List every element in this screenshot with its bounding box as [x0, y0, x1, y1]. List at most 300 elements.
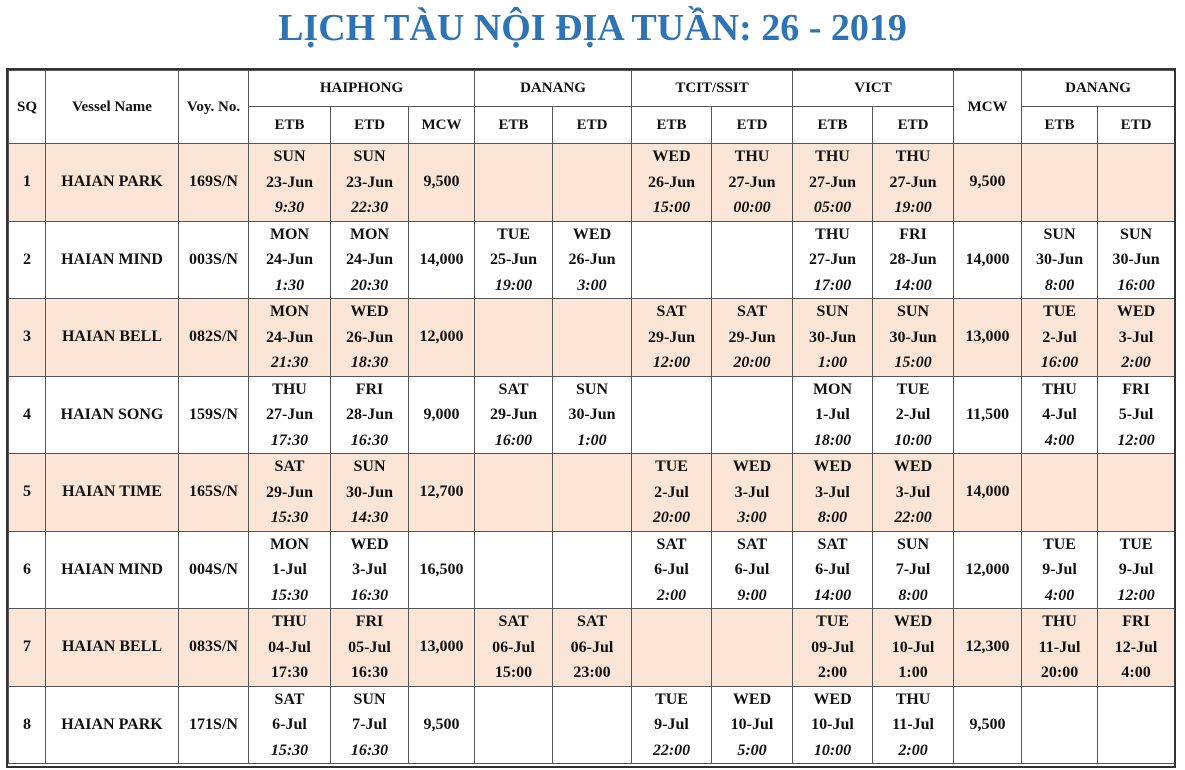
time: 16:00 — [1040, 354, 1079, 371]
voyage-no: 169S/N — [179, 144, 249, 222]
schedule-entry — [249, 222, 330, 299]
header-danang: DANANG — [475, 71, 632, 107]
time: 2:00 — [898, 741, 928, 759]
schedule-entry — [249, 299, 330, 376]
day-of-week: SUN — [353, 458, 386, 475]
voyage-no: 003S/N — [179, 221, 249, 299]
schedule-entry — [1022, 377, 1097, 454]
schedule-entry — [793, 299, 872, 376]
mcw-value: 14,000 — [954, 454, 1022, 532]
schedule-cell-dn-etb — [475, 221, 553, 299]
day-of-week: MON — [269, 303, 310, 320]
vessel-name: HAIAN BELL — [46, 609, 179, 687]
day-of-week: TUE — [1043, 303, 1076, 320]
schedule-entry — [793, 377, 872, 454]
schedule-cell-dn2-etd — [1098, 299, 1175, 377]
header-haiphong-etb: ETB — [249, 107, 331, 144]
time: 00:00 — [733, 199, 771, 216]
schedule-cell-hp-etd — [331, 376, 409, 454]
schedule-entry — [712, 687, 792, 764]
date: 26-Jun — [568, 251, 616, 268]
schedule-cell-tcit-etd — [712, 609, 793, 687]
day-of-week: WED — [1116, 303, 1156, 320]
time: 22:30 — [350, 199, 389, 216]
schedule-entry — [553, 609, 631, 686]
schedule-cell-hp-etb — [249, 221, 331, 299]
schedule-entry — [793, 144, 872, 221]
vessel-name: HAIAN TIME — [46, 454, 179, 532]
schedule-cell-dn-etd — [553, 299, 632, 377]
schedule-entry — [331, 222, 408, 299]
schedule-cell-dn2-etb — [1022, 454, 1098, 532]
table-row — [9, 454, 1175, 532]
mcw-value: 12,300 — [954, 609, 1022, 687]
date: 30-Jun — [1035, 251, 1084, 268]
date: 6-Jul — [734, 561, 770, 578]
day-of-week: MON — [269, 535, 310, 553]
time: 14:00 — [813, 586, 852, 604]
time: 1:00 — [817, 354, 848, 371]
time: 12:00 — [652, 354, 691, 371]
haiphong-mcw: 9,500 — [409, 144, 475, 222]
schedule-cell-hp-etb — [249, 376, 331, 454]
schedule-cell-dn2-etd — [1098, 376, 1175, 454]
header-haiphong-etd: ETD — [331, 107, 409, 144]
date: 2-Jul — [654, 483, 689, 501]
schedule-entry — [249, 144, 330, 221]
date: 9-Jul — [654, 716, 689, 733]
day-of-week: SAT — [656, 303, 687, 320]
table-row — [9, 609, 1175, 687]
schedule-cell-tcit-etb — [632, 609, 712, 687]
time: 15:00 — [494, 664, 533, 681]
time: 20:00 — [1040, 664, 1079, 681]
time: 8:00 — [817, 509, 848, 526]
day-of-week: SAT — [656, 535, 687, 553]
row-sq: 4 — [9, 376, 46, 454]
page-title: LỊCH TÀU NỘI ĐỊA TUẦN: 26 - 2019 — [278, 7, 907, 49]
day-of-week: FRI — [899, 225, 927, 243]
schedule-cell-vict-etd — [873, 609, 954, 687]
date: 10-Jul — [891, 638, 935, 656]
date: 9-Jul — [1118, 561, 1154, 578]
schedule-cell-hp-etd — [331, 299, 409, 377]
voyage-no: 083S/N — [179, 609, 249, 687]
schedule-entry — [331, 532, 408, 609]
schedule-cell-dn2-etd — [1098, 531, 1175, 609]
schedule-cell-vict-etb — [793, 299, 873, 377]
time: 15:00 — [652, 199, 691, 216]
schedule-entry — [1022, 222, 1097, 299]
schedule-cell-tcit-etd — [712, 454, 793, 532]
date: 30-Jun — [808, 328, 857, 346]
row-sq: 1 — [9, 144, 46, 222]
day-of-week: WED — [893, 613, 933, 630]
time: 3:00 — [577, 276, 607, 294]
table-row — [9, 299, 1175, 377]
day-of-week: SAT — [737, 535, 767, 553]
schedule-entry — [249, 454, 330, 531]
schedule-entry — [1098, 377, 1174, 454]
date: 6-Jul — [654, 561, 689, 578]
day-of-week: MON — [812, 380, 853, 398]
date: 29-Jun — [728, 328, 776, 346]
header-mcw: MCW — [954, 71, 1022, 144]
schedule-entry — [873, 454, 953, 531]
schedule-table — [8, 70, 1175, 764]
header-tcit-etb: ETB — [632, 107, 712, 144]
schedule-entry — [873, 222, 953, 299]
schedule-entry — [553, 377, 631, 454]
day-of-week: FRI — [355, 380, 384, 398]
header-tcit-etd: ETD — [712, 107, 793, 144]
schedule-entry — [475, 377, 552, 454]
date: 26-Jun — [647, 173, 696, 191]
day-of-week: THU — [1042, 380, 1077, 398]
date: 12-Jul — [1114, 638, 1158, 656]
schedule-cell-tcit-etd — [712, 531, 793, 609]
day-of-week: THU — [734, 148, 770, 165]
vessel-name: HAIAN MIND — [46, 221, 179, 299]
schedule-cell-tcit-etb — [632, 454, 712, 532]
schedule-cell-dn2-etd — [1098, 221, 1175, 299]
date: 05-Jul — [348, 638, 391, 656]
schedule-cell-vict-etb — [793, 531, 873, 609]
schedule-entry — [873, 532, 953, 609]
schedule-cell-hp-etd — [331, 531, 409, 609]
time: 18:00 — [813, 431, 852, 449]
schedule-cell-hp-etb — [249, 531, 331, 609]
day-of-week: WED — [732, 458, 772, 475]
day-of-week: SUN — [816, 303, 849, 320]
schedule-entry — [712, 299, 792, 376]
day-of-week: SAT — [737, 303, 767, 320]
date: 2-Jul — [1042, 328, 1077, 346]
header-vict-etb: ETB — [793, 107, 873, 144]
day-of-week: SAT — [817, 535, 848, 553]
day-of-week: TUE — [816, 613, 849, 630]
mcw-value: 14,000 — [954, 221, 1022, 299]
schedule-entry — [632, 687, 711, 764]
time: 14:00 — [894, 276, 932, 294]
date: 5-Jul — [1118, 406, 1154, 423]
schedule-cell-tcit-etd — [712, 221, 793, 299]
row-sq: 7 — [9, 609, 46, 687]
header-danang-return-etb: ETB — [1022, 107, 1098, 144]
table-row — [9, 686, 1175, 764]
schedule-cell-tcit-etb — [632, 686, 712, 764]
time: 4:00 — [1121, 664, 1151, 681]
day-of-week: THU — [815, 148, 850, 165]
schedule-cell-dn2-etb — [1022, 609, 1098, 687]
date: 23-Jun — [345, 173, 394, 191]
header-sq: SQ — [9, 71, 46, 144]
date: 10-Jul — [730, 716, 774, 733]
time: 19:00 — [894, 199, 932, 216]
schedule-cell-dn-etd — [553, 454, 632, 532]
schedule-entry — [249, 377, 330, 454]
day-of-week: SAT — [498, 613, 529, 630]
schedule-entry — [1022, 532, 1097, 609]
voyage-no: 165S/N — [179, 454, 249, 532]
date: 3-Jul — [734, 483, 770, 501]
schedule-entry — [793, 222, 872, 299]
schedule-cell-tcit-etd — [712, 299, 793, 377]
time: 12:00 — [1117, 431, 1155, 449]
schedule-cell-hp-etb — [249, 144, 331, 222]
mcw-value: 12,000 — [954, 531, 1022, 609]
date: 1-Jul — [272, 561, 307, 578]
schedule-entry — [1022, 609, 1097, 686]
date: 3-Jul — [815, 483, 850, 501]
vessel-name: HAIAN PARK — [46, 144, 179, 222]
schedule-cell-vict-etd — [873, 144, 954, 222]
schedule-cell-vict-etb — [793, 221, 873, 299]
time: 16:30 — [350, 664, 389, 681]
time: 10:00 — [813, 741, 852, 759]
schedule-cell-hp-etb — [249, 609, 331, 687]
haiphong-mcw: 14,000 — [409, 221, 475, 299]
schedule-entry — [249, 687, 330, 764]
table-row — [9, 376, 1175, 454]
time: 15:30 — [270, 509, 309, 526]
schedule-entry — [632, 532, 711, 609]
row-sq: 8 — [9, 686, 46, 764]
schedule-cell-vict-etd — [873, 454, 954, 532]
date: 3-Jul — [352, 561, 387, 578]
time: 9:00 — [737, 586, 767, 604]
time: 16:00 — [1117, 276, 1155, 294]
schedule-cell-vict-etb — [793, 686, 873, 764]
schedule-entry — [793, 454, 872, 531]
schedule-entry — [331, 687, 408, 764]
schedule-cell-dn-etb — [475, 299, 553, 377]
mcw-value: 9,500 — [954, 686, 1022, 764]
day-of-week: WED — [893, 458, 933, 475]
schedule-cell-hp-etd — [331, 221, 409, 299]
day-of-week: SAT — [577, 613, 607, 630]
date: 3-Jul — [1118, 328, 1154, 346]
time: 15:00 — [894, 354, 932, 371]
schedule-rows — [9, 144, 1175, 764]
schedule-cell-hp-etd — [331, 144, 409, 222]
schedule-cell-tcit-etb — [632, 531, 712, 609]
schedule-entry — [331, 454, 408, 531]
voyage-no: 159S/N — [179, 376, 249, 454]
schedule-cell-dn2-etd — [1098, 144, 1175, 222]
day-of-week: TUE — [655, 458, 688, 475]
time: 18:30 — [350, 354, 389, 371]
day-of-week: THU — [895, 690, 931, 708]
day-of-week: WED — [813, 690, 852, 708]
date: 26-Jun — [345, 328, 394, 346]
table-row — [9, 144, 1175, 222]
time: 16:30 — [350, 586, 389, 604]
date: 29-Jun — [265, 483, 314, 501]
header-haiphong-mcw: MCW — [409, 107, 475, 144]
schedule-cell-vict-etb — [793, 376, 873, 454]
schedule-entry — [873, 377, 953, 454]
time: 16:30 — [350, 741, 389, 759]
row-sq: 3 — [9, 299, 46, 377]
day-of-week: SUN — [273, 148, 306, 165]
date: 30-Jun — [568, 406, 616, 423]
time: 19:00 — [494, 276, 533, 294]
time: 15:30 — [270, 586, 309, 604]
time: 9:30 — [274, 199, 305, 216]
time: 16:30 — [350, 431, 389, 449]
day-of-week: SAT — [274, 690, 305, 708]
schedule-cell-dn-etd — [553, 686, 632, 764]
schedule-entry — [712, 454, 792, 531]
header-danang-etd: ETD — [553, 107, 632, 144]
schedule-cell-dn-etb — [475, 376, 553, 454]
schedule-entry — [873, 609, 953, 686]
day-of-week: SUN — [897, 303, 930, 320]
date: 06-Jul — [570, 638, 614, 656]
voyage-no: 171S/N — [179, 686, 249, 764]
schedule-entry — [1022, 299, 1097, 376]
header-haiphong: HAIPHONG — [249, 71, 475, 107]
date: 29-Jun — [647, 328, 696, 346]
date: 24-Jun — [265, 328, 314, 346]
schedule-cell-dn2-etb — [1022, 376, 1098, 454]
schedule-cell-dn-etb — [475, 531, 553, 609]
schedule-cell-dn2-etd — [1098, 609, 1175, 687]
schedule-cell-tcit-etd — [712, 376, 793, 454]
schedule-entry — [1098, 532, 1174, 609]
date: 29-Jun — [489, 406, 538, 423]
schedule-entry — [712, 532, 792, 609]
schedule-cell-vict-etd — [873, 531, 954, 609]
time: 17:30 — [270, 664, 309, 681]
day-of-week: TUE — [896, 380, 930, 398]
header-vessel-name: Vessel Name — [46, 71, 179, 144]
schedule-cell-vict-etd — [873, 221, 954, 299]
schedule-cell-dn2-etd — [1098, 454, 1175, 532]
schedule-cell-dn2-etb — [1022, 221, 1098, 299]
schedule-cell-vict-etd — [873, 299, 954, 377]
schedule-cell-hp-etd — [331, 609, 409, 687]
haiphong-mcw: 12,000 — [409, 299, 475, 377]
schedule-cell-hp-etb — [249, 454, 331, 532]
schedule-cell-tcit-etb — [632, 221, 712, 299]
time: 1:30 — [274, 276, 305, 294]
header-danang-return: DANANG — [1022, 71, 1175, 107]
schedule-cell-vict-etb — [793, 609, 873, 687]
row-sq: 6 — [9, 531, 46, 609]
schedule-entry — [331, 144, 408, 221]
schedule-entry — [475, 222, 552, 299]
time: 22:00 — [652, 741, 691, 759]
date: 1-Jul — [815, 406, 850, 423]
time: 4:00 — [1044, 586, 1075, 604]
day-of-week: SUN — [1043, 225, 1076, 243]
day-of-week: SAT — [274, 458, 305, 475]
day-of-week: SAT — [498, 380, 529, 398]
date: 2-Jul — [895, 406, 931, 423]
schedule-entry — [873, 299, 953, 376]
time: 23:00 — [573, 664, 611, 681]
schedule-cell-dn-etd — [553, 376, 632, 454]
header-danang-return-etd: ETD — [1098, 107, 1175, 144]
day-of-week: WED — [652, 148, 691, 165]
haiphong-mcw: 9,000 — [409, 376, 475, 454]
schedule-entry — [1098, 222, 1174, 299]
date: 28-Jun — [345, 406, 394, 423]
time: 12:00 — [1117, 586, 1155, 604]
schedule-entry — [1098, 609, 1174, 686]
schedule-cell-dn2-etd — [1098, 686, 1175, 764]
time: 15:30 — [270, 741, 309, 759]
schedule-cell-dn2-etb — [1022, 299, 1098, 377]
date: 06-Jul — [492, 638, 535, 656]
day-of-week: FRI — [355, 613, 384, 630]
table-row — [9, 221, 1175, 299]
day-of-week: SUN — [576, 380, 609, 398]
day-of-week: FRI — [1122, 613, 1150, 630]
date: 04-Jul — [268, 638, 311, 656]
time: 22:00 — [894, 509, 932, 526]
time: 20:00 — [652, 509, 691, 526]
schedule-entry — [331, 609, 408, 686]
day-of-week: TUE — [1119, 535, 1153, 553]
day-of-week: WED — [350, 303, 389, 320]
date: 24-Jun — [265, 251, 314, 268]
day-of-week: SUN — [353, 148, 386, 165]
day-of-week: WED — [350, 535, 389, 553]
schedule-cell-tcit-etb — [632, 376, 712, 454]
date: 27-Jun — [265, 406, 314, 423]
schedule-cell-dn-etd — [553, 609, 632, 687]
day-of-week: WED — [813, 458, 852, 475]
schedule-table-frame — [6, 68, 1176, 768]
date: 10-Jul — [811, 716, 854, 733]
header-danang-etb: ETB — [475, 107, 553, 144]
schedule-cell-hp-etd — [331, 686, 409, 764]
schedule-cell-tcit-etb — [632, 299, 712, 377]
schedule-cell-dn2-etb — [1022, 144, 1098, 222]
mcw-value: 13,000 — [954, 299, 1022, 377]
time: 3:00 — [737, 509, 767, 526]
day-of-week: THU — [272, 613, 307, 630]
day-of-week: WED — [572, 225, 612, 243]
time: 05:00 — [813, 199, 852, 216]
time: 20:30 — [350, 276, 389, 294]
time: 1:00 — [577, 431, 607, 449]
date: 9-Jul — [1042, 561, 1077, 578]
time: 20:00 — [733, 354, 771, 371]
schedule-cell-dn-etb — [475, 686, 553, 764]
row-sq: 2 — [9, 221, 46, 299]
time: 14:30 — [350, 509, 389, 526]
time: 16:00 — [494, 431, 533, 449]
schedule-cell-tcit-etb — [632, 144, 712, 222]
schedule-entry — [632, 144, 711, 221]
date: 28-Jun — [889, 251, 937, 268]
date: 09-Jul — [811, 638, 854, 656]
time: 21:30 — [270, 354, 309, 371]
time: 4:00 — [1044, 431, 1075, 449]
schedule-entry — [475, 609, 552, 686]
schedule-cell-dn2-etb — [1022, 686, 1098, 764]
schedule-cell-dn-etb — [475, 454, 553, 532]
date: 30-Jun — [889, 328, 937, 346]
header-tcit-ssit: TCIT/SSIT — [632, 71, 793, 107]
schedule-cell-vict-etb — [793, 454, 873, 532]
schedule-cell-hp-etd — [331, 454, 409, 532]
haiphong-mcw: 12,700 — [409, 454, 475, 532]
